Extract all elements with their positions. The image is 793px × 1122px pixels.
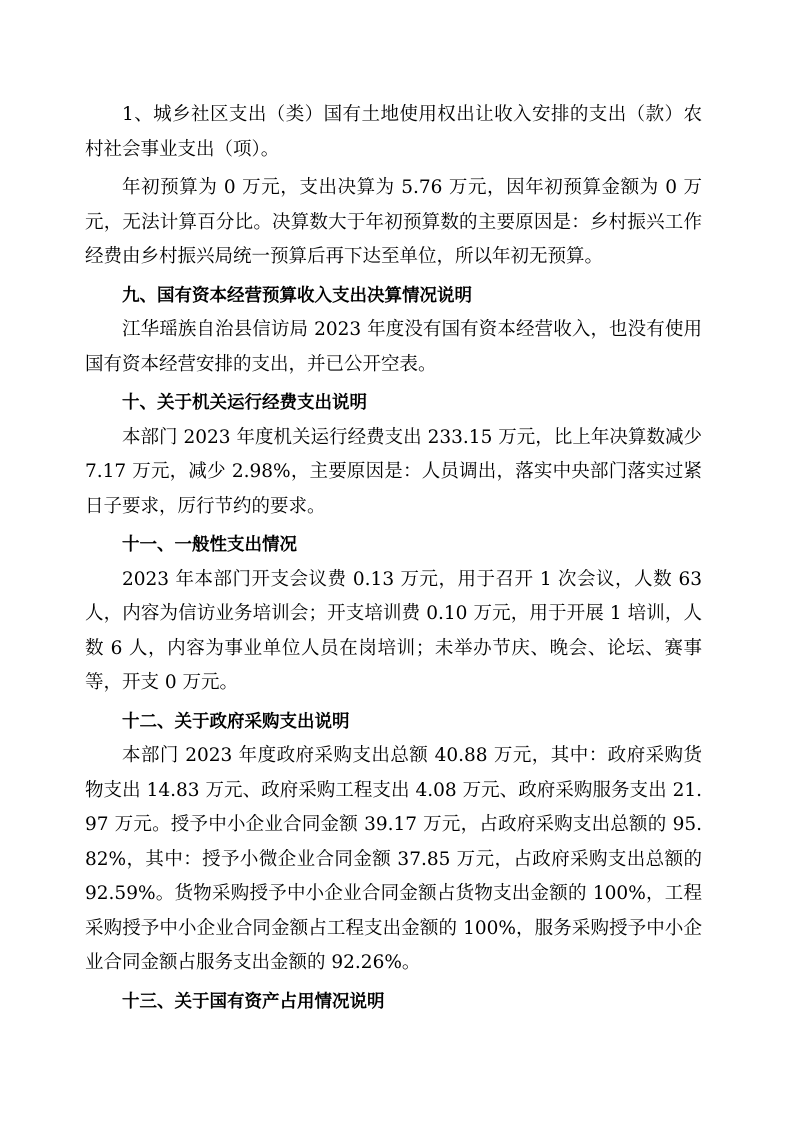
section-heading-11: 十一、一般性支出情况 (122, 535, 297, 555)
section-heading-9: 九、国有资本经营预算收入支出决算情况说明 (122, 285, 472, 306)
paragraph-rural-social-expenditure: 1、城乡社区支出（类）国有土地使用权出让收入安排的支出（款）农村社会事业支出（项）。 (85, 104, 702, 160)
paragraph-procurement: 本部门 2023 年度政府采购支出总额 40.88 万元，其中：政府采购货物支出 14.83 万元、政府采购工程支出 4.08 万元、政府采购服务支出 21.97 万元。授予中小企业合同金额 39.17 万元，占政府采购支出总额的 95.82%，其中：授予小微企业合同金额 37.85 万元，占政府采购支出总额的 92.59%。货物采购授予中小企业合同金额占货物支出金额的 100%，工程采购授予中小企业合同金额占工程支出金额的 100%，服务采购授予中小企业合同金额占服务支出金额的 92.26%。 (85, 745, 702, 973)
paragraph-state-capital: 江华瑶族自治县信访局 2023 年度没有国有资本经营收入，也没有使用国有资本经营安排的支出，并已公开空表。 (85, 319, 702, 375)
section-heading-10: 十、关于机关运行经费支出说明 (122, 393, 367, 413)
paragraph-operating-expenses: 本部门 2023 年度机关运行经费支出 233.15 万元，比上年决算数减少 7.17 万元，减少 2.98%，主要原因是：人员调出，落实中央部门落实过紧日子要求，厉行节约的要求。 (85, 426, 702, 517)
paragraph-general-expenditure: 2023 年本部门开支会议费 0.13 万元，用于召开 1 次会议，人数 63 人，内容为信访业务培训会；开支培训费 0.10 万元，用于开展 1 培训，人数 6 人，内容为事业单位人员在岗培训；未举办节庆、晚会、论坛、赛事等，开支 0 万元。 (85, 568, 702, 693)
document-body (85, 98, 702, 1019)
section-heading-12: 十二、关于政府采购支出说明 (122, 711, 350, 732)
paragraph-budget-explanation: 年初预算为 0 万元，支出决算为 5.76 万元，因年初预算金额为 0 万元，无法计算百分比。决算数大于年初预算数的主要原因是：乡村振兴工作经费由乡村振兴局统一预算后再下达至单位，所以年初无预算。 (85, 177, 702, 267)
section-heading-13: 十三、关于国有资产占用情况说明 (122, 991, 385, 1012)
